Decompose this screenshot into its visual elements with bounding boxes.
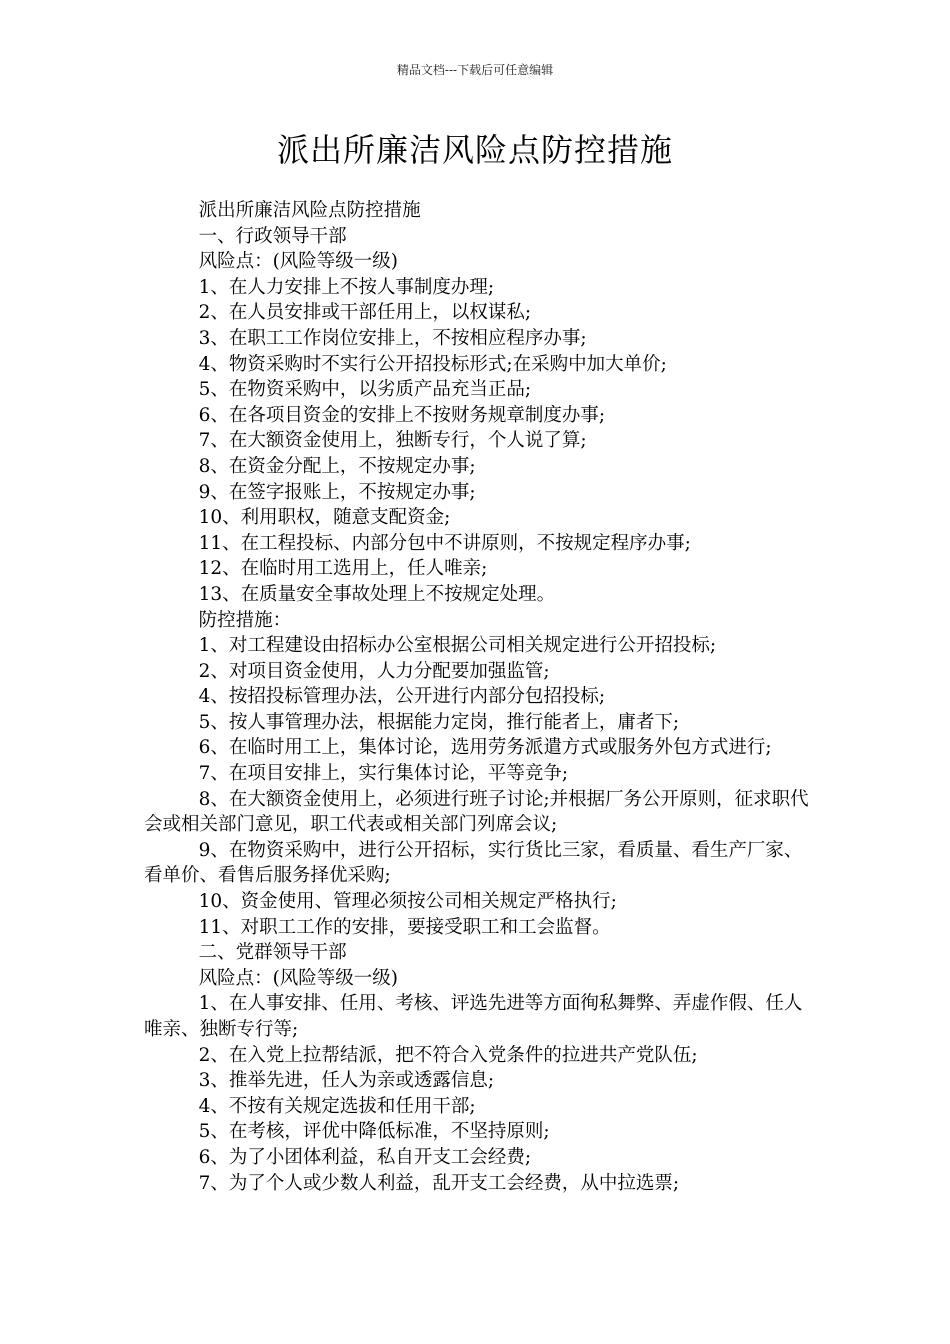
- list-item: 7、为了个人或少数人利益，乱开支工会经费，从中拉选票;: [198, 1172, 680, 1194]
- list-item: 12、在临时用工选用上，任人唯亲;: [198, 558, 488, 580]
- list-item: 3、推举先进，任人为亲或透露信息;: [198, 1070, 495, 1092]
- measures-heading: 防控措施：: [198, 609, 292, 631]
- section-heading: 二、党群领导干部: [198, 942, 347, 964]
- list-item: 7、在项目安排上，实行集体讨论，平等竞争;: [198, 763, 569, 785]
- list-item: 4、不按有关规定选拔和任用干部;: [198, 1095, 476, 1117]
- list-item: 4、物资采购时不实行公开招投标形式;在采购中加大单价;: [198, 353, 667, 375]
- risk-heading: 风险点：(风险等级一级): [198, 967, 398, 989]
- list-item: 13、在质量安全事故处理上不按规定处理。: [198, 583, 556, 605]
- list-item: 6、在各项目资金的安排上不按财务规章制度办事;: [198, 404, 606, 426]
- document-body: [144, 198, 809, 1196]
- list-item: 2、在人员安排或干部任用上，以权谋私;: [198, 302, 532, 324]
- list-item: 10、利用职权，随意支配资金;: [198, 507, 451, 529]
- page-header-note: 精品文档---下载后可任意编辑: [396, 63, 554, 77]
- list-item: 8、在大额资金使用上，必须进行班子讨论;并根据厂务公开原则，征求职代会或相关部门意见，职工代表或相关部门列席会议;: [144, 788, 809, 836]
- list-item: 1、在人力安排上不按人事制度办理;: [198, 276, 495, 298]
- list-item: 7、在大额资金使用上，独断专行，个人说了算;: [198, 430, 587, 452]
- list-item: 11、对职工工作的安排，要接受职工和工会监督。: [198, 916, 611, 938]
- list-item: 2、对项目资金使用，人力分配要加强监管;: [198, 660, 550, 682]
- list-item: 6、在临时用工上，集体讨论，选用劳务派遣方式或服务外包方式进行;: [198, 737, 772, 759]
- list-item: 5、在物资采购中，以劣质产品充当正品;: [198, 379, 532, 401]
- risk-heading: 风险点：(风险等级一级): [198, 251, 398, 273]
- list-item: 6、为了小团体利益，私自开支工会经费;: [198, 1146, 532, 1168]
- list-item: 8、在资金分配上，不按规定办事;: [198, 455, 476, 477]
- list-item: 9、在签字报账上，不按规定办事;: [198, 481, 476, 503]
- list-item: 5、按人事管理办法，根据能力定岗，推行能者上，庸者下;: [198, 711, 680, 733]
- paragraph: 派出所廉洁风险点防控措施: [198, 200, 421, 221]
- list-item: 1、对工程建设由招标办公室根据公司相关规定进行公开招投标;: [198, 635, 717, 657]
- list-item: 2、在入党上拉帮结派，把不符合入党条件的拉进共产党队伍;: [198, 1044, 698, 1066]
- list-item: 3、在职工工作岗位安排上，不按相应程序办事;: [198, 327, 587, 349]
- list-item: 11、在工程投标、内部分包中不讲原则，不按规定程序办事;: [198, 532, 691, 554]
- document-title: 派出所廉洁风险点防控措施: [276, 131, 673, 169]
- list-item: 1、在人事安排、任用、考核、评选先进等方面徇私舞弊、弄虚作假、任人唯亲、独断专行等;: [144, 993, 803, 1040]
- list-item: 10、资金使用、管理必须按公司相关规定严格执行;: [198, 891, 617, 913]
- list-item: 5、在考核，评优中降低标准，不坚持原则;: [198, 1121, 550, 1143]
- section-heading: 一、行政领导干部: [198, 225, 347, 247]
- list-item: 4、按招投标管理办法，公开进行内部分包招投标;: [198, 686, 606, 708]
- list-item: 9、在物资采购中，进行公开招标，实行货比三家，看质量、看生产厂家、看单价、看售后服务择优采购;: [144, 839, 803, 887]
